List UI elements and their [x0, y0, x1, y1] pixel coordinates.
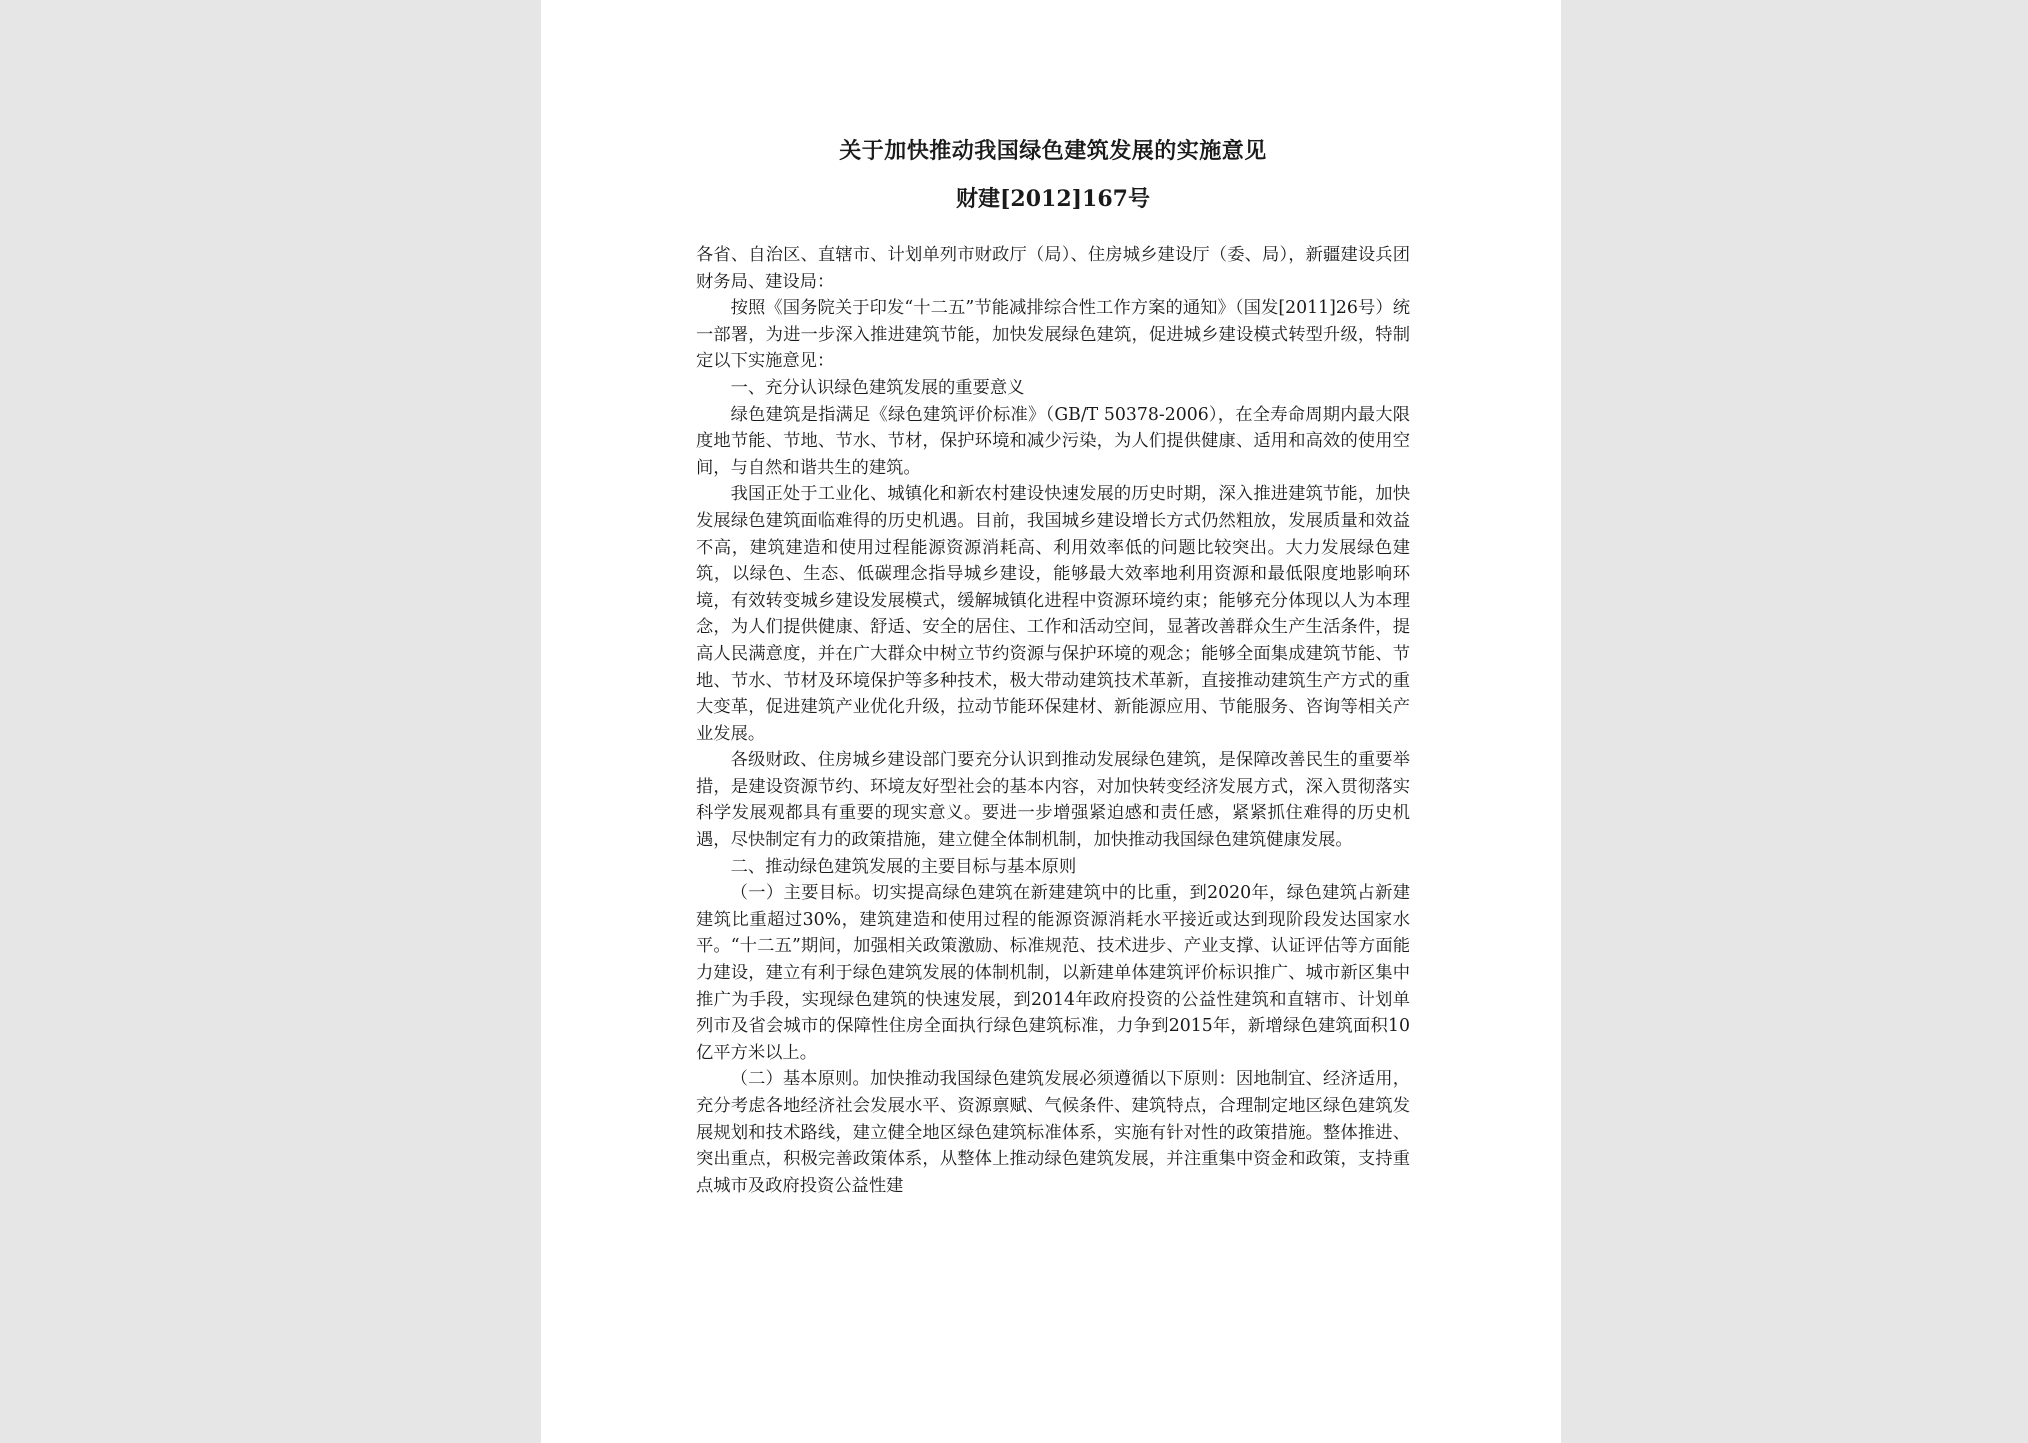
paragraph: （二）基本原则。加快推动我国绿色建筑发展必须遵循以下原则：因地制宜、经济适用，充分考虑各地经济社会发展水平、资源禀赋、气候条件、建筑特点，合理制定地区绿色建筑发展规划和技术路线，建立健全地区绿色建筑标准体系，实施有针对性的政策措施。整体推进、突出重点，积极完善政策体系，从整体上推动绿色建筑发展，并注重集中资金和政策，支持重点城市及政府投资公益性建	[696, 1069, 1410, 1196]
document-title: 关于加快推动我国绿色建筑发展的实施意见	[839, 138, 1267, 164]
document-body	[696, 242, 1410, 1199]
section-heading-1: 一、充分认识绿色建筑发展的重要意义	[730, 377, 1025, 398]
document-number: 财建[2012]167号	[956, 186, 1150, 212]
paragraph: 我国正处于工业化、城镇化和新农村建设快速发展的历史时期，深入推进建筑节能，加快发展绿色建筑面临难得的历史机遇。目前，我国城乡建设增长方式仍然粗放，发展质量和效益不高，建筑建造和使用过程能源资源消耗高、利用效率低的问题比较突出。大力发展绿色建筑，以绿色、生态、低碳理念指导城乡建设，能够最大效率地利用资源和最低限度地影响环境，有效转变城乡建设发展模式，缓解城镇化进程中资源环境约束；能够充分体现以人为本理念，为人们提供健康、舒适、安全的居住、工作和活动空间，显著改善群众生产生活条件，提高人民满意度，并在广大群众中树立节约资源与保护环境的观念；能够全面集成建筑节能、节地、节水、节材及环境保护等多种技术，极大带动建筑技术革新，直接推动建筑生产方式的重大变革，促进建筑产业优化升级，拉动节能环保建材、新能源应用、节能服务、咨询等相关产业发展。	[696, 484, 1410, 744]
section-heading-2: 二、推动绿色建筑发展的主要目标与基本原则	[730, 856, 1077, 877]
paragraph-intro: 按照《国务院关于印发“十二五”节能减排综合性工作方案的通知》（国发[2011]26号）统一部署，为进一步深入推进建筑节能，加快发展绿色建筑，促进城乡建设模式转型升级，特制定以下实施意见：	[696, 298, 1410, 372]
paragraph: 各级财政、住房城乡建设部门要充分认识到推动发展绿色建筑，是保障改善民生的重要举措，是建设资源节约、环境友好型社会的基本内容，对加快转变经济发展方式，深入贯彻落实科学发展观都具有重要的现实意义。要进一步增强紧迫感和责任感，紧紧抓住难得的历史机遇，尽快制定有力的政策措施，建立健全体制机制，加快推动我国绿色建筑健康发展。	[696, 750, 1410, 851]
document-content	[696, 136, 1410, 1199]
paragraph: （一）主要目标。切实提高绿色建筑在新建建筑中的比重，到2020年，绿色建筑占新建建筑比重超过30%，建筑建造和使用过程的能源资源消耗水平接近或达到现阶段发达国家水平。“十二五”期间，加强相关政策激励、标准规范、技术进步、产业支撑、认证评估等方面能力建设，建立有利于绿色建筑发展的体制机制，以新建单体建筑评价标识推广、城市新区集中推广为手段，实现绿色建筑的快速发展，到2014年政府投资的公益性建筑和直辖市、计划单列市及省会城市的保障性住房全面执行绿色建筑标准，力争到2015年，新增绿色建筑面积10亿平方米以上。	[696, 883, 1410, 1063]
paragraph: 绿色建筑是指满足《绿色建筑评价标准》（GB/T 50378-2006），在全寿命周期内最大限度地节能、节地、节水、节材，保护环境和减少污染，为人们提供健康、适用和高效的使用空间，与自然和谐共生的建筑。	[696, 404, 1410, 478]
document-page	[541, 0, 1561, 1443]
addressee: 各省、自治区、直辖市、计划单列市财政厅（局）、住房城乡建设厅（委、局），新疆建设兵团财务局、建设局：	[696, 245, 1410, 292]
